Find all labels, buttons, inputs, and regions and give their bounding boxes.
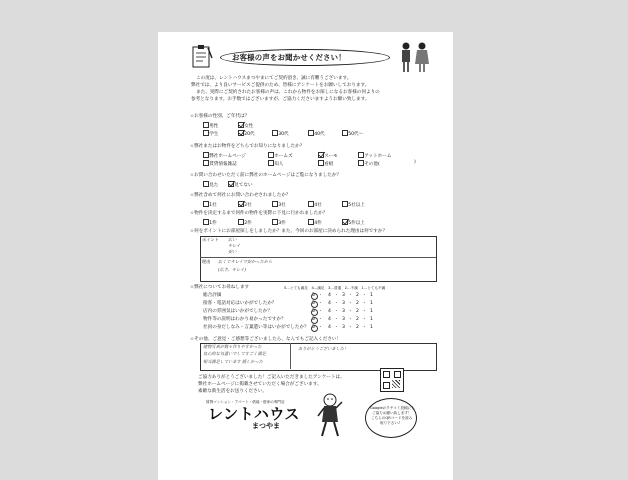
option-3-companies[interactable]: 3社 (272, 201, 286, 209)
logo-tagline: 賃貸マンション・アパート・借地・借家の専門店 (206, 400, 285, 404)
rating-option[interactable]: 4 (328, 325, 331, 330)
rating-option[interactable]: 2 (356, 317, 359, 322)
checkbox[interactable] (358, 152, 364, 158)
checkbox[interactable] (272, 219, 278, 225)
rating-separator: ・ (318, 309, 323, 314)
question-source: ☆弊社またはお物件をどちらでお知りになりましたか？ (190, 144, 305, 149)
option-1-viewing[interactable]: 1件 (203, 219, 217, 227)
rating-separator: ・ (318, 293, 323, 298)
rating-option[interactable]: 3 (342, 317, 345, 322)
rating-option[interactable]: 5 (312, 317, 315, 322)
survey-sheet (158, 32, 453, 480)
closing-line: 弊社ホームページに掲載させていただく場合がございます。 (198, 382, 322, 387)
rating-separator: ・ (334, 301, 339, 306)
rating-option[interactable]: 4 (328, 317, 331, 322)
checkbox[interactable] (358, 160, 364, 166)
speech-line: こちらのQRコードを読み (371, 416, 413, 420)
checkbox[interactable] (203, 181, 209, 187)
option-4-companies[interactable]: 4社 (308, 201, 322, 209)
handwriting-point: 安い (228, 249, 237, 254)
qr-code[interactable] (380, 368, 404, 392)
option-3-viewings[interactable]: 3件 (272, 219, 286, 227)
rating-option[interactable]: 4 (328, 301, 331, 306)
handwriting-reason: 広くてキレイで安かったから (218, 259, 273, 264)
rating-separator: ・ (318, 301, 323, 306)
rating-option[interactable]: 1 (370, 309, 373, 314)
rating-separator: ・ (362, 325, 367, 330)
check-mark-icon (228, 180, 236, 187)
checkbox[interactable] (268, 152, 274, 158)
checkbox[interactable] (238, 219, 244, 225)
checkbox[interactable] (272, 130, 278, 136)
option-suumo[interactable]: スーモ (318, 152, 338, 160)
option-50s[interactable]: 50代～ (342, 130, 363, 138)
rating-option[interactable]: 5 (312, 293, 315, 298)
divider (290, 343, 291, 369)
selected-rating-circle (311, 325, 318, 332)
intro-line: この度は、レントハウスまつやまにてご契約頂き、誠に有難うございます。 (196, 76, 352, 81)
rating-separator: ・ (348, 293, 353, 298)
checkbox[interactable] (342, 201, 348, 207)
closing-line: 素敵な新生活をお送りください。 (198, 389, 267, 394)
rating-option[interactable]: 3 (342, 293, 345, 298)
rating-separator: ・ (334, 309, 339, 314)
reason-label: 理由 (202, 259, 211, 264)
rating-option[interactable]: 1 (370, 325, 373, 330)
question-gender-age: ☆お客様の性別、ご年代は？ (190, 114, 250, 119)
handwriting-comment: 良心的な気遣いでしてすごく満足 (203, 351, 266, 356)
option-other[interactable]: その他( (358, 160, 380, 168)
rating-separator: ・ (362, 309, 367, 314)
option-homepage[interactable]: 弊社ホームページ (203, 152, 246, 160)
page-title: お客様の声をお聞かせください！ (232, 53, 346, 62)
rating-option[interactable]: 2 (356, 309, 359, 314)
rating-separator: ・ (348, 317, 353, 322)
rating-option[interactable]: 2 (356, 325, 359, 330)
staff-illustration-icon (396, 40, 434, 74)
checkbox[interactable] (268, 160, 274, 166)
rating-option[interactable]: 5 (312, 325, 315, 330)
logo-sub: まつやま (252, 422, 280, 430)
speech-line: 取り下さい♪ (380, 421, 401, 425)
rating-option[interactable]: 2 (356, 293, 359, 298)
selected-rating-circle (311, 317, 318, 324)
rating-separator: ・ (348, 301, 353, 306)
option-friend[interactable]: 知人 (268, 160, 283, 168)
speech-line: Googleのクチコミ投稿にも (370, 406, 415, 410)
rating-row-label: 店内の雰囲気はいかがでしたか？ (203, 309, 272, 314)
handwriting-point: キレイ (228, 243, 241, 248)
rating-separator: ・ (348, 309, 353, 314)
checkbox[interactable] (308, 130, 314, 136)
rating-separator: ・ (334, 325, 339, 330)
question-viewings: ☆物件を決定するまで何件の物件を実際に下見に行かれましたか？ (190, 211, 328, 216)
rating-separator: ・ (362, 317, 367, 322)
rating-option[interactable]: 1 (370, 317, 373, 322)
speech-line: ご協力お願い致します！ (372, 411, 412, 415)
option-2-viewings[interactable]: 2件 (238, 219, 252, 227)
rating-option[interactable]: 1 (370, 301, 373, 306)
check-mark-icon (342, 218, 350, 225)
rating-row-label: 総合評価 (203, 293, 222, 298)
rating-separator: ・ (362, 293, 367, 298)
intro-line: また、実際にご契約されたお客様の声は、これから物件をお探しになるお客様の何よりの (196, 90, 380, 95)
check-mark-icon (318, 151, 326, 158)
selected-rating-circle (311, 301, 318, 308)
option-5-companies[interactable]: 5社以上 (342, 201, 365, 209)
intro-line: 弊社では、より良いサービスご提供のため、皆様にアンケートをお願いしております。 (191, 83, 370, 88)
rating-separator: ・ (318, 317, 323, 322)
checkbox[interactable] (203, 130, 209, 136)
checkbox[interactable] (308, 219, 314, 225)
check-mark-icon (238, 121, 246, 128)
option-magazine[interactable]: 賃貸情報雑誌 (203, 160, 237, 168)
logo-main: レントハウス (208, 405, 300, 423)
question-comments: ☆その他、ご意見・ご感想等ございましたら、なんでもご記入ください！ (190, 337, 342, 342)
rating-scale-legend: 5…とても満足 4…満足 3…普通 2…不満 1…とても不満 (284, 286, 386, 290)
rating-option[interactable]: 3 (342, 309, 345, 314)
option-viewed[interactable]: 見た (203, 181, 218, 189)
option-signboard[interactable]: 看板 (318, 160, 333, 168)
handwriting-comment: 建物写真が数々作りやすかった (203, 344, 262, 349)
option-30s[interactable]: 30代 (272, 130, 289, 138)
rating-row-label: 接客・電話対応はいかがでしたか？ (203, 301, 277, 306)
handwriting-reply: ありがとうございました！ (298, 346, 349, 351)
checkbox[interactable] (308, 201, 314, 207)
checkbox[interactable] (318, 160, 324, 166)
option-athome[interactable]: アットホーム (358, 152, 391, 160)
option-female[interactable]: 女性 (238, 122, 253, 130)
option-5-viewings[interactable]: 5件以上 (342, 219, 365, 227)
question-ratings: ☆弊社についてお尋ねします (190, 285, 250, 290)
rating-row-label: 社員の身だしなみ・言葉遣い等はいかがでしたか？ (203, 325, 309, 330)
rating-separator: ・ (348, 325, 353, 330)
option-not-viewed[interactable]: 見てない (228, 181, 253, 189)
question-companies: ☆弊社含めて何社にお問い合わせされましたか？ (190, 193, 291, 198)
divider (200, 257, 436, 258)
option-20s[interactable]: 20代 (238, 130, 255, 138)
check-mark-icon (238, 200, 246, 207)
rating-option[interactable]: 3 (342, 325, 345, 330)
option-1-company[interactable]: 1社 (203, 201, 217, 209)
handwriting-reason: (広さ、キレイ) (218, 267, 246, 272)
selected-rating-circle (311, 309, 318, 316)
question-homepage-viewed: ☆お問い合わせいただく前に弊社のホームページはご覧になりましたか？ (190, 173, 342, 178)
checkbox[interactable] (203, 160, 209, 166)
check-mark-icon (238, 129, 246, 136)
rating-separator: ・ (334, 293, 339, 298)
other-close-paren: ) (414, 160, 416, 165)
option-2-companies[interactable]: 2社 (238, 201, 252, 209)
handwriting-comment: 相当満足しています 嬉しかった (203, 359, 263, 364)
option-student[interactable]: 学生 (203, 130, 218, 138)
rating-option[interactable]: 3 (342, 301, 345, 306)
clipboard-icon (191, 44, 213, 69)
intro-line: 参考となります。お手数ではございますが、ご協力くださいますようお願い致します。 (191, 97, 370, 102)
rating-separator: ・ (362, 301, 367, 306)
rating-option[interactable]: 4 (328, 309, 331, 314)
rating-option[interactable]: 5 (312, 309, 315, 314)
question-point-reason: ☆何をポイントにお部屋探しをしましたか？また、今回のお部屋に決められた理由は何ですか？ (190, 229, 388, 234)
checkbox[interactable] (272, 201, 278, 207)
option-homes[interactable]: ホームズ (268, 152, 293, 160)
checkbox[interactable] (342, 130, 348, 136)
checkbox[interactable] (203, 201, 209, 207)
rating-option[interactable]: 2 (356, 301, 359, 306)
checkbox[interactable] (203, 122, 209, 128)
handwriting-point: 広い (228, 237, 237, 242)
rating-row-label: 物件等の説明はわかり易かったですか？ (203, 317, 286, 322)
option-4-viewings[interactable]: 4件 (308, 219, 322, 227)
rating-option[interactable]: 1 (370, 293, 373, 298)
checkbox[interactable] (203, 152, 209, 158)
checkbox[interactable] (203, 219, 209, 225)
option-40s[interactable]: 40代 (308, 130, 325, 138)
selected-rating-circle (311, 293, 318, 300)
rating-separator: ・ (334, 317, 339, 322)
rating-separator: ・ (318, 325, 323, 330)
mascot-illustration-icon (316, 392, 344, 440)
point-label: ポイント (202, 237, 219, 242)
option-male[interactable]: 男性 (203, 122, 218, 130)
rating-option[interactable]: 5 (312, 301, 315, 306)
closing-line: ご協力ありがとうございました！ご記入いただきましたアンケートは、 (198, 375, 345, 380)
rating-option[interactable]: 4 (328, 293, 331, 298)
